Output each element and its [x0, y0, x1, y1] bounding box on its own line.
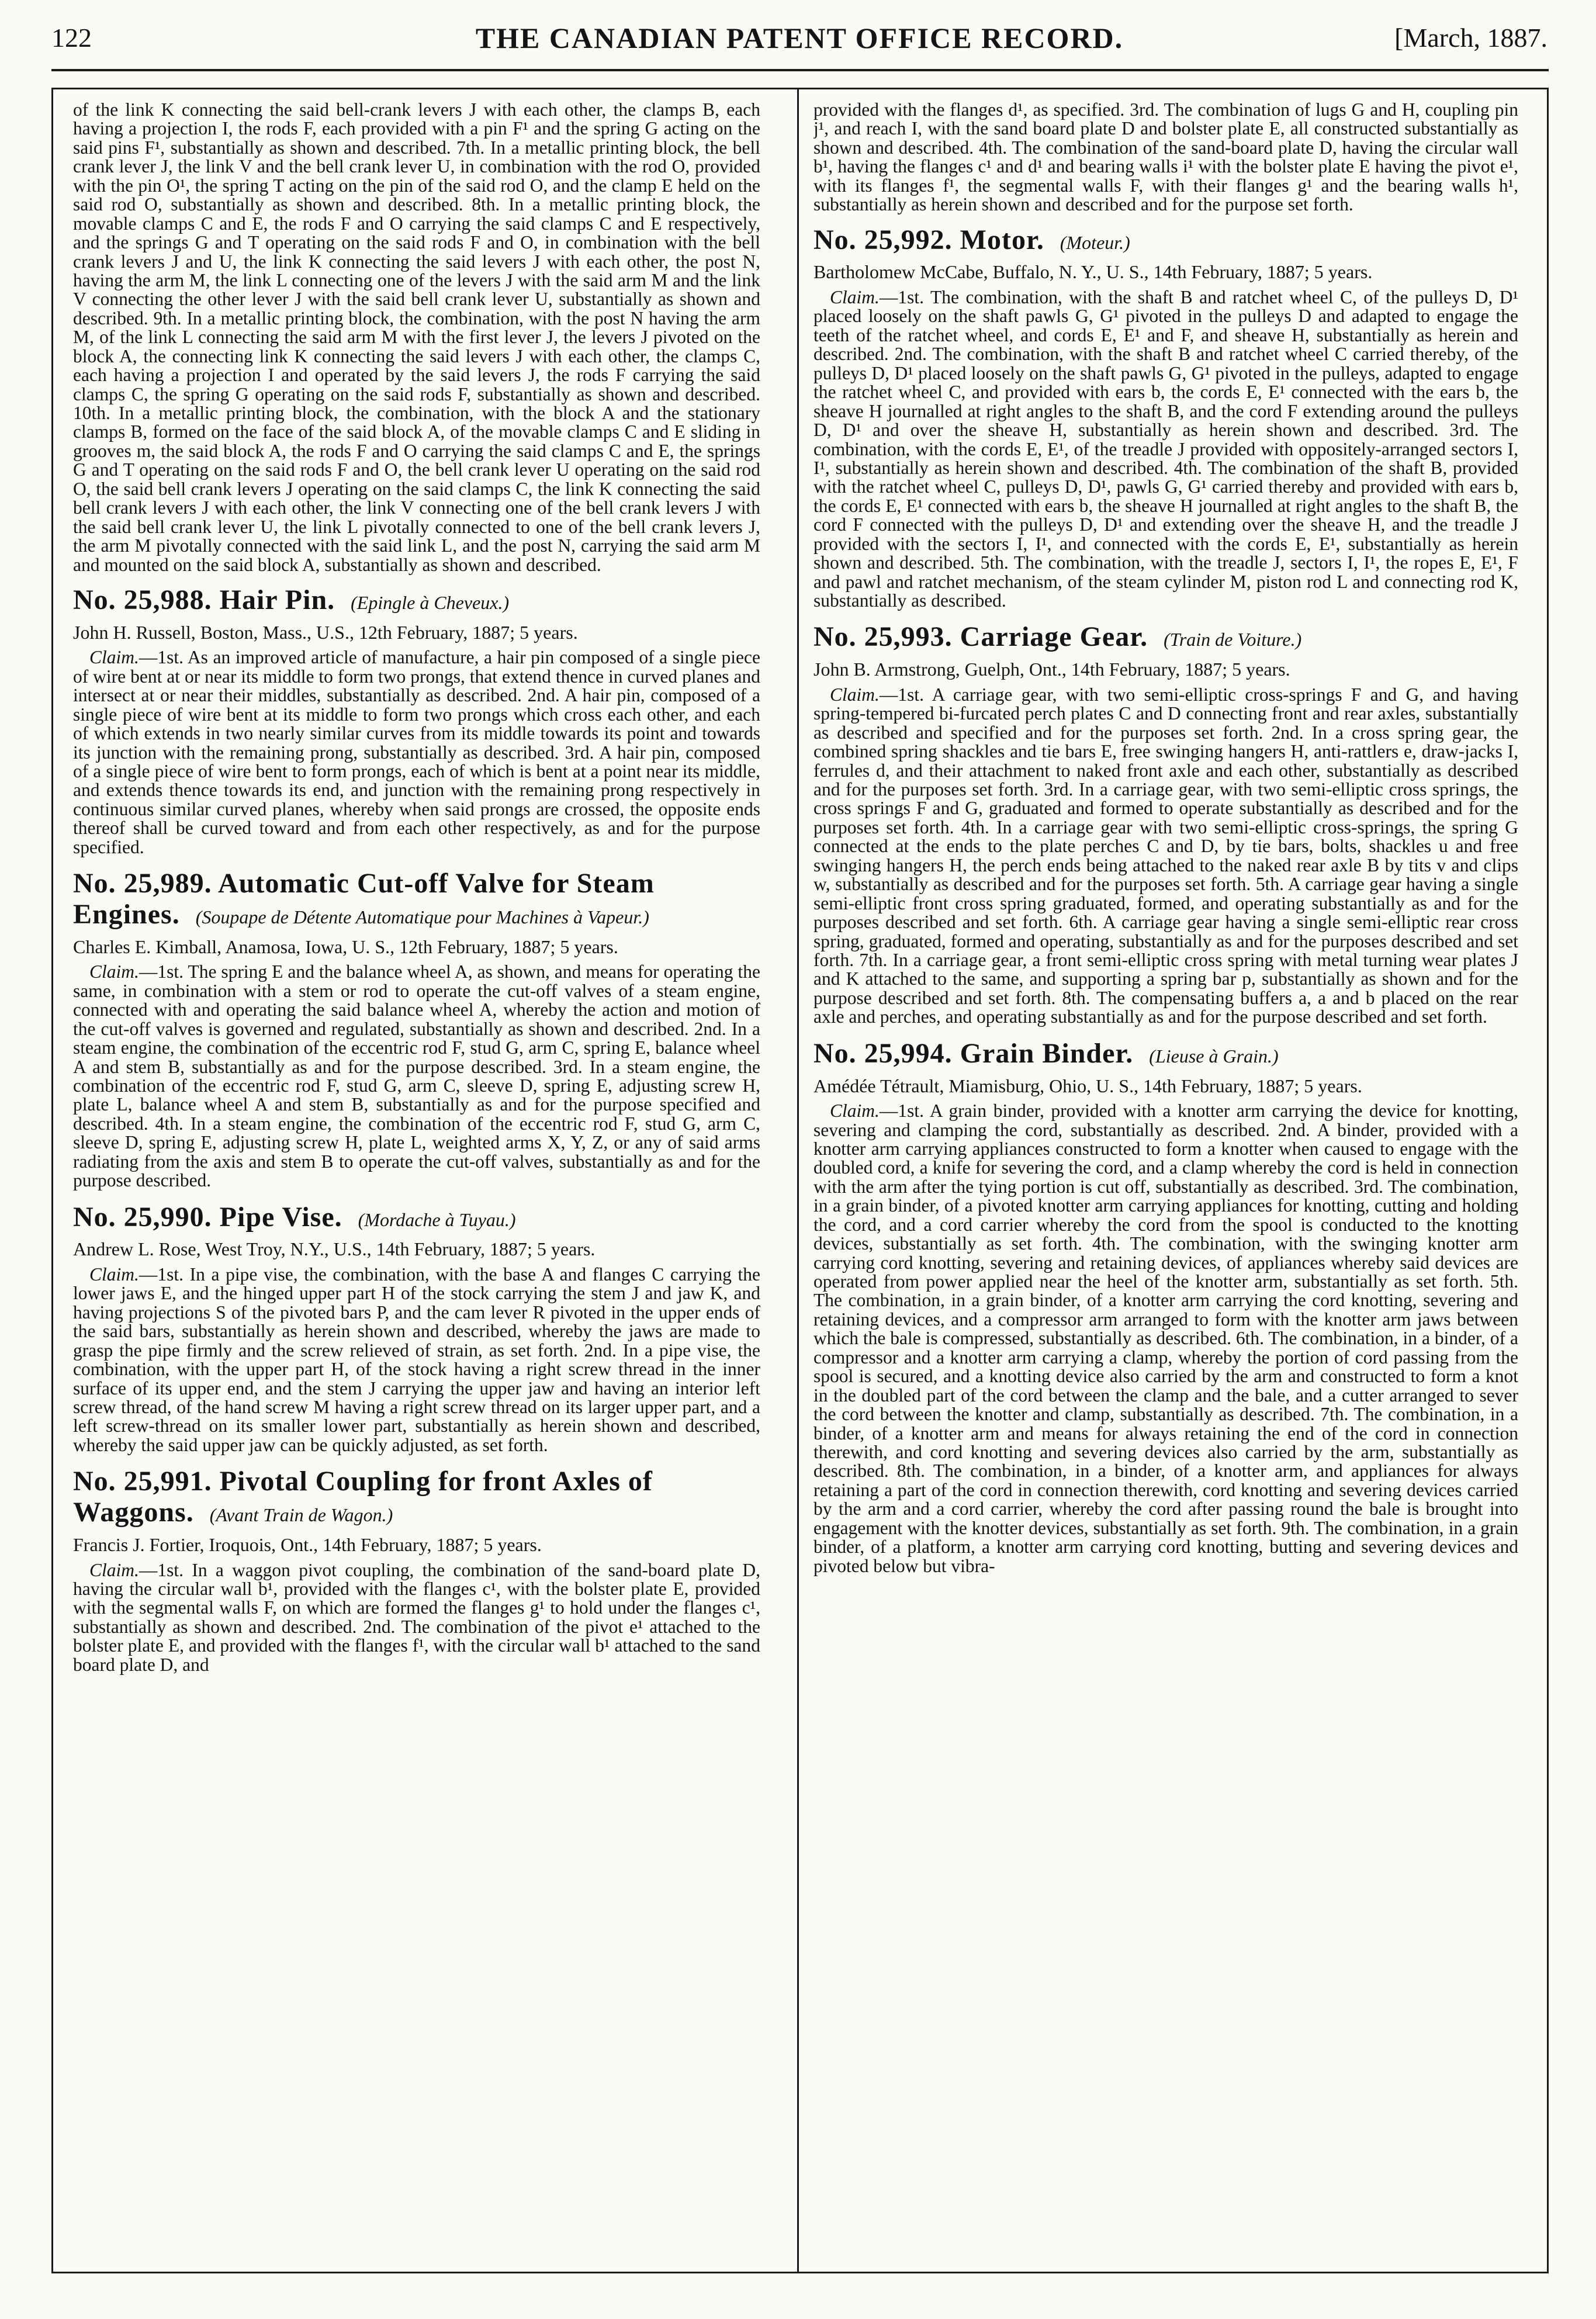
patent-meta: Charles E. Kimball, Anamosa, Iowa, U. S., 12th February, 1887; 5 years. — [73, 936, 618, 957]
patent-name: Hair Pin. — [219, 584, 335, 615]
patent-meta: Francis J. Fortier, Iroquois, Ont., 14th February, 1887; 5 years. — [73, 1534, 542, 1555]
claim-text: —1st. The spring E and the balance wheel A, as shown, and means for operating the same, in combination with a stem or rod to operate the cut-off valves of a steam engine, connected with and operating the said balance wheel A, whereby the action and motion of the cut-off valves is governed and regulated, substantially as shown and described. 2nd. In a steam engine, the combination of the eccentric rod F, stud G, arm C, spring E, balance wheel A and stem B, substantially as and for the purpose described. 3rd. In a steam engine, the combination of the eccentric rod F, stud G, arm C, sleeve D, spring E, adjusting screw H, plate L, balance wheel A and stem B, substantially as and for the purpose specified and described. 4th. In a steam engine, the combination of the eccentric rod F, stud G, arm C, sleeve D, spring E, adjusting screw H, plate L, weighted arms X, Y, Z, or any of said arms radiating from the axis and stem B to operate the cut-off valves, substantially as and for the purpose described. — [73, 961, 760, 1191]
claim-label: Claim. — [830, 287, 880, 308]
patent-name: Pivotal Coupling for front Axles of Waggons. — [73, 1466, 653, 1528]
patent-number: No. 25,992. — [813, 224, 953, 255]
claim-text: —1st. As an improved article of manufacture, a hair pin composed of a single piece of wire bent at or near its middle to form two prongs, that extend thence in curved planes and intersect at or near their middles, substantially as described. 2nd. A hair pin, composed of a single piece of wire bent at its middle to form two prongs which cross each other, and each of which extends in two nearly similar curves from its middle towards its point and towards its junction with the remaining prong, substantially as described. 3rd. A hair pin, composed of a single piece of wire bent to form prongs, each of which is bent at a point near its middle, and extends thence towards its end, and junction with the remaining prong respectively in continuous similar curved planes, whereby when said prongs are crossed, the opposite ends thereof shall be curved toward and from each other respectively, as and for the purpose specified. — [73, 647, 760, 857]
patent-entry-title — [73, 1466, 760, 1528]
patent-entry-title — [813, 1039, 1518, 1069]
patent-entry-title — [73, 1202, 760, 1233]
patent-french-name: (Mordache à Tuyau.) — [358, 1209, 516, 1230]
page-date: [March, 1887. — [1394, 23, 1547, 53]
left-continuation-text: of the link K connecting the said bell-crank levers J with each other, the clamps B, each having a projection I, the rods F, each provided with a pin F¹ and the spring G acting on the said pins F¹, substantially as shown and described. 7th. In a metallic printing block, the bell crank lever J, the link V and the bell crank lever U, in combination with the rod O, provided with the pin O¹, the spring T acting on the pin of the said rod O, and the clamp E held on the said rod O, substantially as shown and described. 8th. In a metallic printing block, the movable clamps C and E, the rods F and O carrying the said clamps C and E respectively, and the springs G and T operating on the said rods F and O, in combination with the bell crank levers J and U, the link K connecting the said levers J with each other, the post N, having the arm M, the link L connecting one of the levers J with the said arm M and the link V connecting the other lever J with the said bell crank lever U, substantially as shown and described. 9th. In a metallic printing block, the combination, with the post N having the arm M, of the link L connecting the said arm M with the first lever J, the levers J pivoted on the block A, the connecting link K connecting the said levers J with each other, the clamps C, each having a projection I and operated by the said levers J, the rods F carrying the said clamps C, the spring G operating on the said rods F, substantially as shown and described. 10th. In a metallic printing block, the combination, with the block A and the stationary clamps B, formed on the face of the said block A, of the movable clamps C and E sliding in grooves m, the said block A, the rods F and O carrying the said clamps C and E, the springs G and T operating on the said rods F and O, the bell crank lever U operating on the said rod O, the said bell crank levers J operating on the said clamps C, the link K connecting the said bell crank levers J with each other, the link V connecting one of the bell crank levers J with the said bell crank lever U, the link L pivotally connected to one of the bell crank levers J, the arm M pivotally connected with the said link L, and the post N, carrying the said arm M and mounted on the said block A, substantially as shown and described. — [73, 101, 760, 575]
patent-entry-25992 — [813, 225, 1518, 611]
claim-label: Claim. — [830, 1100, 880, 1122]
patent-name: Grain Binder. — [960, 1037, 1134, 1069]
patent-number: No. 25,991. — [73, 1466, 212, 1497]
patent-french-name: (Epingle à Cheveux.) — [351, 591, 510, 613]
patent-name: Pipe Vise. — [219, 1201, 342, 1233]
patent-french-name: (Avant Train de Wagon.) — [209, 1504, 393, 1526]
patent-entry-title — [813, 622, 1518, 653]
page-title: THE CANADIAN PATENT OFFICE RECORD. — [475, 22, 1124, 54]
patent-number: No. 25,993. — [813, 621, 953, 653]
patent-entry-25988 — [73, 585, 760, 857]
claim-label: Claim. — [89, 1264, 139, 1285]
patent-number: No. 25,988. — [73, 584, 212, 615]
patent-entry-title — [73, 585, 760, 616]
patent-claims — [73, 648, 760, 857]
right-continuation-text: provided with the flanges d¹, as specified. 3rd. The combination of lugs G and H, coupling pin j¹, and reach I, with the sand board plate D and bolster plate E, all constructed substantially as shown and described. 4th. The combination of the sand-board plate D, having the circular wall b¹, having the flanges c¹ and d¹ and bearing walls i¹ with the bolster plate E having the pivot e¹, with its flanges f¹, the segmental walls F, with their flanges g¹ and the bearing walls h¹, substantially as herein shown and described and for the purpose set forth. — [813, 101, 1518, 215]
patent-french-name: (Train de Voiture.) — [1164, 629, 1302, 650]
patent-claims — [813, 686, 1518, 1027]
patent-meta: John H. Russell, Boston, Mass., U.S., 12th February, 1887; 5 years. — [73, 621, 578, 643]
claim-label: Claim. — [89, 961, 139, 982]
patent-entry-25990 — [73, 1202, 760, 1455]
claim-label: Claim. — [89, 647, 139, 668]
patent-number: No. 25,994. — [813, 1037, 953, 1069]
claim-text: —1st. In a waggon pivot coupling, the combination of the sand-board plate D, having the circular wall b¹, provided with the flanges c¹, with the bolster plate E, provided with the segmental walls F, on which are formed the flanges g¹ to hold under the flanges c¹, substantially as shown and described. 2nd. The combination of the pivot e¹ attached to the bolster plate E, and provided with the flanges f¹, with the circular wall b¹ attached to the sand board plate D, and — [73, 1559, 760, 1675]
claim-text: —1st. In a pipe vise, the combination, with the base A and flanges C carrying the lower jaws E, and the hinged upper part H of the stock carrying the stem J and jaw K, and having projections S of the pivoted bars P, and the cam lever R pivoted in the upper ends of the said bars, substantially as herein shown and described, whereby the jaws are made to grasp the pipe firmly and the screw relieved of strain, as set forth. 2nd. In a pipe vise, the combination, with the upper part H, of the stock having a right screw thread in the inner surface of its upper end, and the stem J carrying the upper jaw and having an interior left screw thread, of the hand screw M having a right screw thread on its larger upper part, and a left screw-thread on its smaller lower part, substantially as herein shown and described, whereby the said upper jaw can be quickly adjusted, as set forth. — [73, 1264, 760, 1455]
patent-number: No. 25,990. — [73, 1201, 212, 1233]
patent-french-name: (Soupape de Détente Automatique pour Machines à Vapeur.) — [195, 906, 649, 927]
patent-meta: Andrew L. Rose, West Troy, N.Y., U.S., 14th February, 1887; 5 years. — [73, 1238, 596, 1260]
patent-entry-title — [73, 868, 760, 930]
patent-claims — [813, 288, 1518, 610]
claim-text: —1st. A grain binder, provided with a knotter arm carrying the device for knotting, severing and clamping the cord, substantially as described. 2nd. A binder, provided with a knotter arm carrying appliances constructed to form a knotter when caused to engage with the doubled cord, a knife for severing the cord, and a clamp whereby the cord is held in connection with the arm after the tying portion is cut off, substantially as described. 3rd. The combination, in a grain binder, of a pivoted knotter arm carrying appliances for knotting, cutting and holding the cord, and a cord carrier whereby the cord from the spool is conducted to the knotting devices, substantially as set forth. 4th. The combination, with the swinging knotter arm carrying cord knotting, severing and retaining devices, of appliances whereby said devices are operated from power applied near the heel of the knotter arm, substantially as set forth. 5th. The combination, in a grain binder, of a knotter arm carrying the cord knotting, severing and retaining devices, and a compressor arm arranged to form with the knotter arm jaws between which the bale is compressed, substantially as described. 6th. The combination, in a binder, of a compressor and a knotter arm carrying a clamp, whereby the portion of cord passing from the spool is secured, and a knotting device also carried by the arm and constructed to form a knot in the doubled part of the cord between the clamp and the bale, and a cutter arranged to sever the cord between the knotter and clamp, substantially as described. 7th. The combination, in a binder, of a knotter arm and means for always retaining the end of the cord in connection therewith, and cord knotting and severing devices also carried by the arm, substantially as described. 8th. The combination, in a binder, of a knotter arm, and appliances for always retaining a part of the cord in connection therewith, cord knotting and severing devices carried by the arm and a cord carrier, whereby the cord after passing round the bale is brought into engagement with the knotter devices, substantially as set forth. 9th. The combination, in a grain binder, of a platform, a knotter arm carrying cord knotting, butting and severing devices and pivoted below but vibra- — [813, 1100, 1518, 1576]
patent-entry-25993 — [813, 622, 1518, 1026]
patent-claims — [813, 1102, 1518, 1576]
patent-entry-25991 — [73, 1466, 760, 1674]
patent-entry-title — [813, 225, 1518, 256]
page-header — [51, 18, 1547, 63]
claim-label: Claim. — [89, 1559, 139, 1580]
patent-entry-25989 — [73, 868, 760, 1190]
patent-name: Motor. — [960, 224, 1044, 255]
patent-name: Automatic Cut-off Valve for Steam Engines. — [73, 868, 655, 930]
patent-french-name: (Lieuse à Grain.) — [1149, 1045, 1279, 1067]
patent-claims — [73, 963, 760, 1190]
claim-text: —1st. The combination, with the shaft B and ratchet wheel C, of the pulleys D, D¹ placed loosely on the shaft pawls G, G¹ pivoted in the pulleys D and adapted to engage the teeth of the ratchet wheel, and cords E, E¹ and F, and sheave H, substantially as herein and described. 2nd. The combination, with the shaft B and ratchet wheel C carried thereby, of the pulleys D, D¹ placed loosely on the shaft pawls G, G¹ pivoted in the pulleys, adapted to engage the ratchet wheel C, and provided with ears b, the cords E, E¹ connected with the ears b, the sheave H journalled at right angles to the shaft B, and the cord F extending around the pulleys D, D¹ and over the sheave H, substantially as herein shown and described. 3rd. The combination, with the cords E, E¹, of the treadle J provided with oppositely-arranged sectors I, I¹, substantially as herein shown and described. 4th. The combination of the shaft B, provided with the ratchet wheel C, pulleys D, D¹, pawls G, G¹ carried thereby and provided with ears b, the cords E, E¹ connected with ears b, the sheave H journalled at right angles to the shaft B, the cord F connected with the pulleys D, D¹ and extending over the sheave H, and the treadle J provided with the sectors I, I¹, and connected with the cords E, E¹, substantially as herein shown and described. 5th. The combination, with the treadle J, sectors I, I¹, the ropes E, E¹, F and pawl and ratchet mechanism, of the steam cylinder M, piston rod L and connecting rod K, substantially as described. — [813, 287, 1518, 611]
patent-claims — [73, 1561, 760, 1675]
patent-meta: Amédée Tétrault, Miamisburg, Ohio, U. S., 14th February, 1887; 5 years. — [813, 1075, 1362, 1096]
patent-entry-25994 — [813, 1039, 1518, 1576]
claim-label: Claim. — [830, 684, 880, 705]
patent-meta: John B. Armstrong, Guelph, Ont., 14th February, 1887; 5 years. — [813, 659, 1290, 680]
patent-claims — [73, 1265, 760, 1455]
column-divider — [797, 89, 799, 2272]
header-rule — [51, 69, 1549, 71]
right-column — [813, 101, 1518, 2263]
claim-text: —1st. A carriage gear, with two semi-elliptic cross-springs F and G, and having spring-tempered bi-furcated perch plates C and D connecting front and rear axles, substantially as described and specified and for the purposes set forth. 2nd. In a cross spring gear, the combined spring shackles and tie bars E, free swinging hangers H, anti-rattlers e, draw-jacks I, ferrules d, and their attachment to naked front axle and each other, substantially as described and for the purposes set forth. 3rd. In a carriage gear, with two semi-elliptic cross springs, the cross springs F and G, graduated and formed to operate substantially as described and for the purposes set forth. 4th. In a carriage gear with two semi-elliptic cross-springs, the spring G connected at the ends to the plate perches C and D, by tie bars, bolts, shackles u and free swinging hangers H, the perch ends being attached to the naked rear axle B by tits v and clips w, substantially as described and for the purposes set forth. 5th. A carriage gear having a single semi-elliptic front cross spring graduated, formed, and operating substantially as and for the purposes described and set forth. 6th. A carriage gear having a single semi-elliptic rear cross spring, graduated, formed and operating, substantially as and for the purposes described and set forth. 7th. In a carriage gear, a front semi-elliptic cross spring with metal turning wear plates J and K attached to the same, and supporting a spring bar p, substantially as shown and for the purpose described and set forth. 8th. The compensating buffers a, a and b placed on the rear axle and perches, and operating substantially as and for the purpose described and set forth. — [813, 684, 1518, 1027]
patent-number: No. 25,989. — [73, 868, 212, 899]
page-number: 122 — [51, 23, 92, 53]
patent-french-name: (Moteur.) — [1060, 231, 1130, 253]
patent-meta: Bartholomew McCabe, Buffalo, N. Y., U. S., 14th February, 1887; 5 years. — [813, 261, 1373, 283]
left-column — [73, 101, 760, 2263]
patent-name: Carriage Gear. — [960, 621, 1148, 653]
